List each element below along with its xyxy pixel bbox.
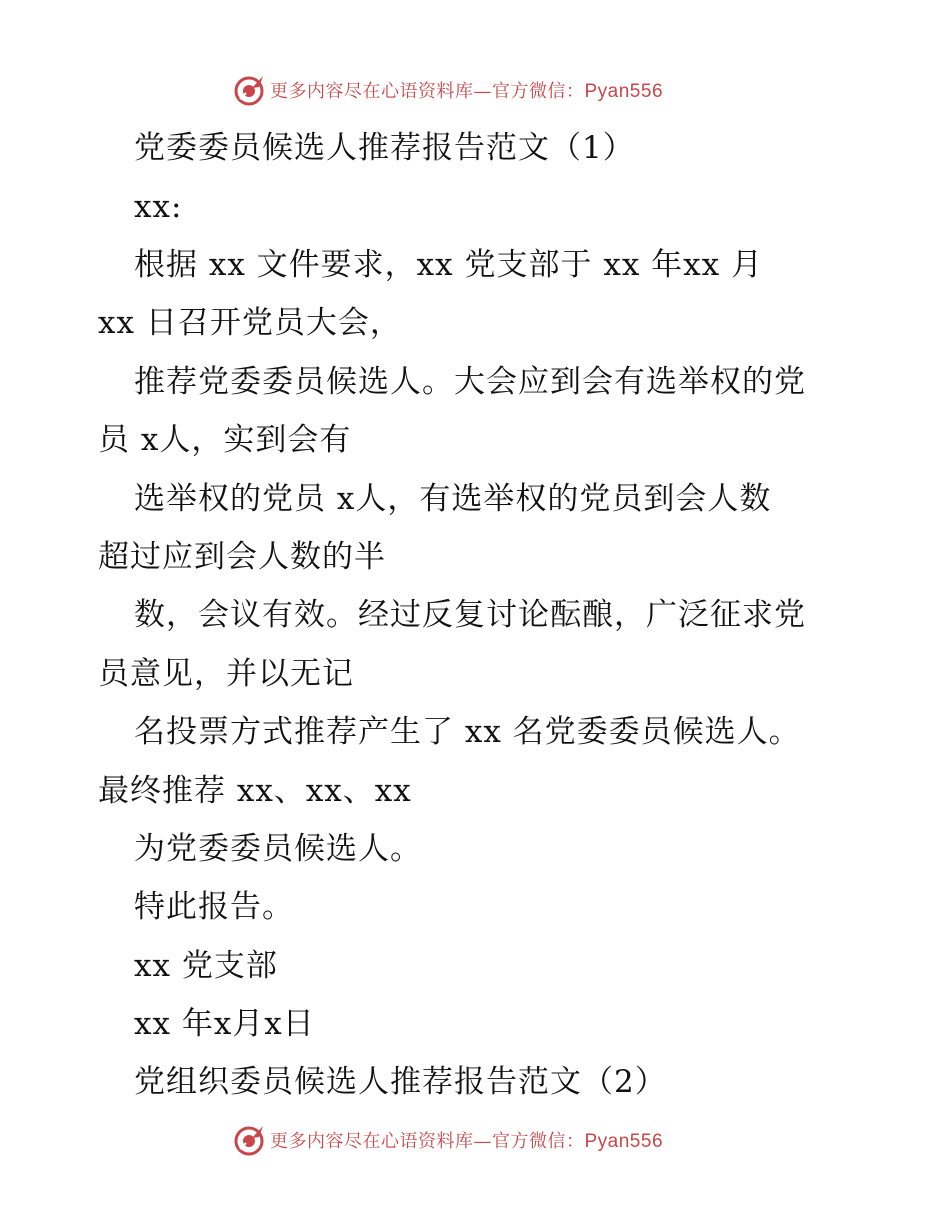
quill-pen-logo-icon	[232, 73, 266, 107]
body-paragraph-line: 员 x人，实到会有	[98, 422, 352, 458]
watermark-wechat-id: Pyan556	[584, 1131, 664, 1152]
salutation: xx:	[134, 189, 183, 225]
signature-date: xx 年x月x日	[134, 1006, 315, 1042]
body-paragraph-line: 名投票方式推荐产生了 xx 名党委委员候选人。	[134, 714, 801, 750]
body-paragraph-line: 员意见，并以无记	[98, 656, 354, 692]
quill-pen-logo-icon	[232, 1123, 266, 1157]
body-paragraph-line: 选举权的党员 x人，有选举权的党员到会人数	[134, 481, 772, 517]
body-paragraph-line: 超过应到会人数的半	[98, 539, 386, 575]
body-paragraph-line: 为党委委员候选人。	[134, 831, 422, 867]
document-title-1: 党委委员候选人推荐报告范文（1）	[134, 130, 635, 166]
header-watermark	[232, 72, 663, 108]
signature-organization: xx 党支部	[134, 948, 278, 984]
watermark-text: 更多内容尽在心语资料库—官方微信：	[270, 1131, 585, 1152]
body-paragraph-line: 最终推荐 xx、xx、xx	[98, 773, 412, 809]
body-paragraph-line: 推荐党委委员候选人。大会应到会有选举权的党	[134, 364, 806, 400]
body-paragraph-line: xx 日召开党员大会，	[98, 305, 402, 341]
watermark-text: 更多内容尽在心语资料库—官方微信：	[270, 81, 585, 102]
footer-watermark	[232, 1122, 663, 1158]
body-paragraph-line: 根据 xx 文件要求，xx 党支部于 xx 年xx 月	[134, 247, 763, 283]
body-paragraph-line: 数，会议有效。经过反复讨论酝酿，广泛征求党	[134, 597, 806, 633]
document-title-2: 党组织委员候选人推荐报告范文（2）	[134, 1064, 667, 1100]
watermark-wechat-id: Pyan556	[584, 81, 664, 102]
closing-phrase: 特此报告。	[134, 889, 294, 925]
